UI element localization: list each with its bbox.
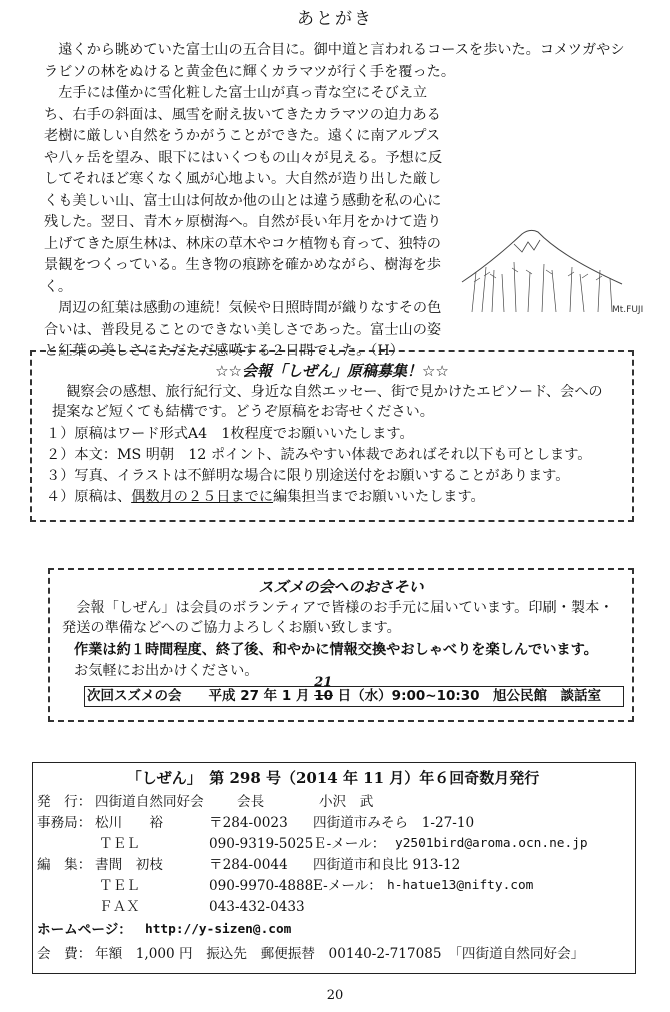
suzume-title: スズメの会へのおさそい bbox=[258, 578, 424, 596]
colophon-title: 「しぜん」 第 298 号（2014 年 11 月）年６回奇数月発行 bbox=[126, 769, 540, 787]
recruit-item-2: ２）本文：MS 明朝 12 ポイント、読みやすい体裁であればそれ以下も可とします。 bbox=[46, 447, 592, 463]
office-name: 松川 裕 bbox=[95, 815, 163, 831]
fee-label: 会 費： bbox=[37, 946, 92, 962]
suzume-line-1: 作業は約１時間程度、終了後、和やかに情報交換やおしゃべりを楽しんでいます。 bbox=[74, 642, 598, 658]
editor-fax: 043-432-0433 bbox=[209, 899, 305, 915]
publisher-org: 四街道自然同好会 bbox=[95, 794, 204, 810]
editor-email[interactable]: h-hatue13@nifty.com bbox=[387, 878, 534, 893]
office-address: 四街道市みそら 1-27-10 bbox=[313, 815, 475, 831]
deadline-emphasis: 偶数月の２５日までに bbox=[131, 489, 274, 505]
manuscript-recruit-box bbox=[30, 350, 634, 522]
publisher-name: 小沢 武 bbox=[319, 794, 374, 810]
sketch-caption: Mt.FUJI bbox=[612, 305, 644, 315]
essay-paragraph-3: 周辺の紅葉は感動の連続！気候や日照時間が織りなすその色合いは、普段見ることのできない美しさであった。富士山の姿と紅葉の美しさにただただ感嘆する２日間でした。（H） bbox=[44, 300, 442, 359]
page-title: あとがき bbox=[297, 9, 373, 29]
homepage-link[interactable]: http://y-sizen@.com bbox=[145, 922, 292, 937]
editor-tel: 090-9970-4888 bbox=[209, 878, 314, 894]
office-tel-label: ＴＥＬ bbox=[99, 836, 140, 852]
editor-zip: 〒284-0044 bbox=[209, 857, 288, 873]
editor-fax-label: ＦＡＸ bbox=[99, 899, 140, 915]
editor-name: 書間 初枝 bbox=[95, 857, 163, 873]
next-meeting-pre: 次回スズメの会 平成 27 年 1 月 bbox=[87, 688, 315, 704]
recruit-item-4-post: 編集担当までお願いいたします。 bbox=[273, 489, 485, 505]
recruit-item-4-pre: ４）原稿は、 bbox=[46, 489, 132, 505]
recruit-title: ☆☆会報「しぜん」原稿募集！☆☆ bbox=[215, 362, 449, 380]
office-label: 事務局： bbox=[37, 815, 92, 831]
editor-tel-label: ＴＥＬ bbox=[99, 878, 140, 894]
essay-paragraph-2: 左手には僅かに雪化粧した富士山が真っ青な空にそびえ立ち、右手の斜面は、風雪を耐え抜いてきたカラマツの迫力ある老樹に厳しい自然をうかがうことができた。遠くに南アルプスや八ヶ岳を望み、眼下にはいくつもの山々が見える。予想に反してそれほど寒くなく風が心地よい。大自然が造り出した厳しくも美しい山、富士山は何故か他の山とは違う感動を私の心に残した。翌日、青木ヶ原樹海へ。自然が長い年月をかけて造り上げてきた原生林は、林床の草木やコケ植物も育って、独特の景観をつくっている。生き物の痕跡を確かめながら、樹海を歩く。 bbox=[44, 85, 443, 295]
recruit-item-3: ３）写真、イラストは不鮮明な場合に限り別途送付をお願いすることがあります。 bbox=[46, 468, 570, 484]
suzume-line-2: お気軽にお出かけください。 bbox=[74, 663, 259, 679]
office-tel: 090-9319-5025 bbox=[209, 836, 314, 852]
handwritten-date: 21 bbox=[314, 675, 333, 690]
struck-date: 10 bbox=[314, 688, 333, 704]
office-email[interactable]: y2501bird@aroma.ocn.ne.jp bbox=[395, 836, 588, 851]
editor-mail-label: E-メール： bbox=[313, 878, 382, 894]
office-zip: 〒284-0023 bbox=[209, 815, 288, 831]
colophon-box bbox=[32, 762, 636, 974]
next-meeting-post: 日（水）9:00~10:30 旭公民館 談話室 bbox=[332, 688, 602, 704]
essay-paragraph-1: 遠くから眺めていた富士山の五合目に。御中道と言われるコースを歩いた。コメツガやシラビソの林をぬけると黄金色に輝くカラマツが行く手を覆った。 bbox=[44, 42, 625, 80]
publisher-role: 会長 bbox=[237, 794, 265, 810]
recruit-item-4 bbox=[46, 487, 485, 507]
editor-label: 編 集： bbox=[37, 857, 92, 873]
recruit-item-1: １）原稿はワード形式A4 1枚程度でお願いいたします。 bbox=[46, 426, 414, 442]
mt-fuji-sketch-image bbox=[452, 212, 644, 320]
recruit-intro: 観察会の感想、旅行紀行文、身近な自然エッセー、街で見かけたエピソード、会への提案など短くても結構です。どうぞ原稿をお寄せください。 bbox=[52, 384, 603, 420]
office-mail-label: Ｅ-メール： bbox=[313, 836, 386, 852]
publisher-label: 発 行： bbox=[37, 794, 92, 810]
homepage-label: ホームページ： bbox=[37, 922, 132, 938]
fee-text: 年額 1,000 円 振込先 郵便振替 00140-2-717085 「四街道自然同好会」 bbox=[95, 946, 585, 962]
page-number: 20 bbox=[326, 988, 344, 1003]
suzume-intro: 会報「しぜん」は会員のボランティアで皆様のお手元に届いています。印刷・製本・発送の準備などへのご協力よろしくお願い致します。 bbox=[62, 600, 614, 636]
next-meeting-box bbox=[84, 675, 624, 707]
editor-address: 四街道市和良比 913-12 bbox=[313, 857, 461, 873]
